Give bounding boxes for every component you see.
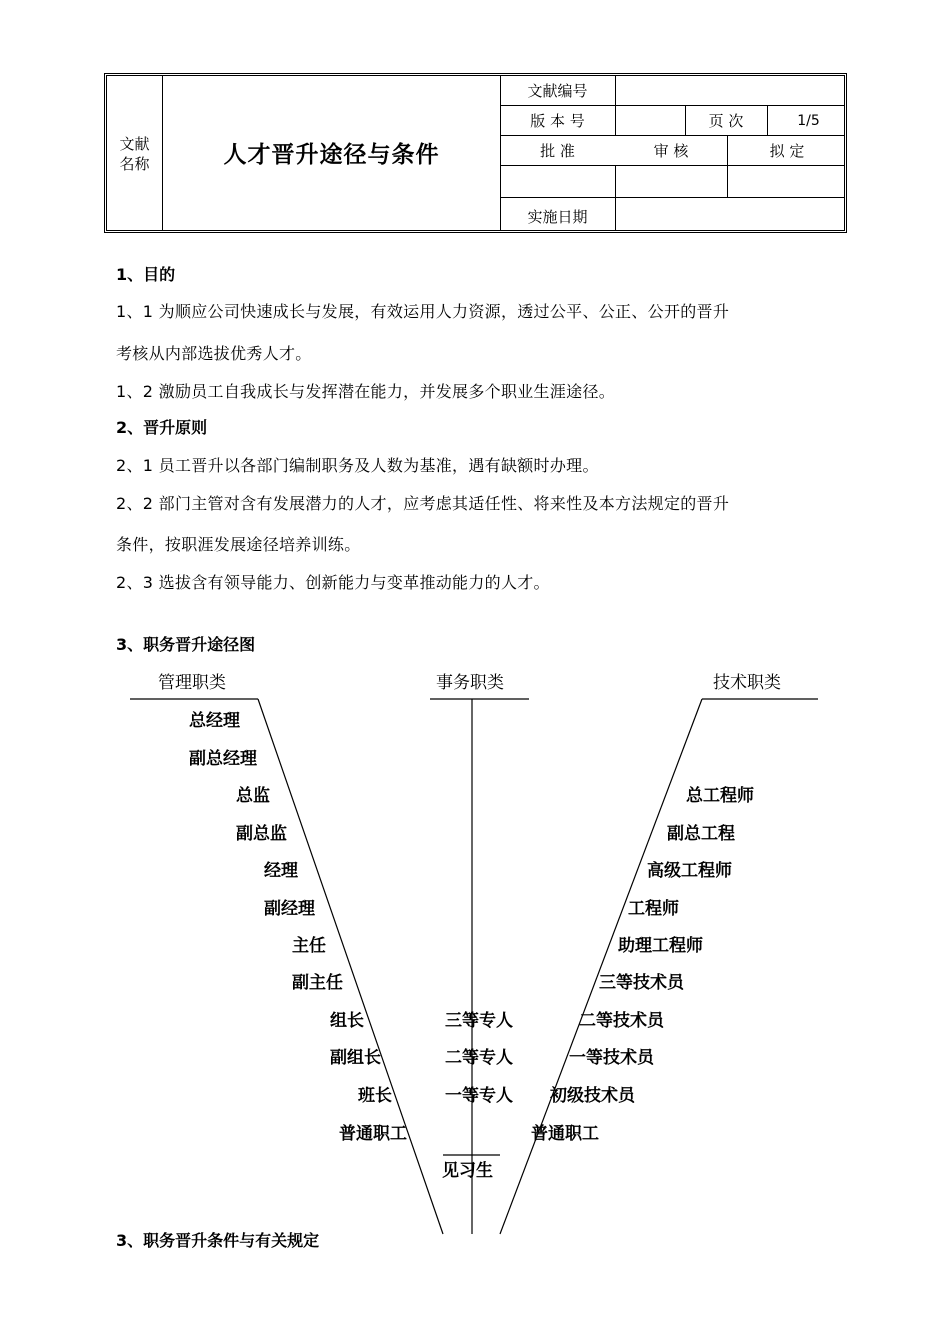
technical-category-label: 技术职类 <box>713 673 781 693</box>
trainee-level: 见习生 <box>442 1161 493 1181</box>
paragraph: 1、2 激励员工自我成长与发挥潜在能力，并发展多个职业生涯途径。 <box>116 382 616 401</box>
paragraph: 2、1 员工晋升以各部门编制职务及人数为基准，遇有缺额时办理。 <box>116 456 599 475</box>
technical-path-line <box>500 699 702 1234</box>
technical-level: 初级技术员 <box>550 1086 635 1106</box>
management-level: 副总经理 <box>189 749 257 769</box>
management-level: 主任 <box>292 936 326 956</box>
technical-level: 普通职工 <box>531 1124 599 1144</box>
affairs-level: 二等专人 <box>445 1048 513 1068</box>
page-label: 页 次 <box>708 112 744 130</box>
management-level: 副主任 <box>292 973 343 993</box>
section-4-title: 3、职务晋升条件与有关规定 <box>116 1231 320 1250</box>
technical-level: 高级工程师 <box>647 861 732 881</box>
section-3-title: 3、职务晋升途径图 <box>116 635 256 654</box>
effective-date-label: 实施日期 <box>527 208 588 226</box>
management-path-line <box>258 699 443 1234</box>
management-level: 总经理 <box>189 711 240 731</box>
technical-level: 三等技术员 <box>599 973 684 993</box>
section-1-title: 1、目的 <box>116 265 176 284</box>
technical-level: 工程师 <box>628 899 679 919</box>
paragraph: 1、1 为顺应公司快速成长与发展，有效运用人力资源，透过公平、公正、公开的晋升 <box>116 302 730 321</box>
paragraph: 2、3 选拔含有领导能力、创新能力与变革推动能力的人才。 <box>116 573 550 592</box>
technical-level: 二等技术员 <box>579 1011 664 1031</box>
page-value: 1/5 <box>797 113 820 129</box>
management-level: 副总监 <box>236 824 287 844</box>
affairs-category-label: 事务职类 <box>436 673 504 693</box>
management-level: 班长 <box>358 1086 392 1106</box>
section-2-title: 2、晋升原则 <box>116 418 208 437</box>
management-level: 经理 <box>264 861 298 881</box>
paragraph: 考核从内部选拔优秀人才。 <box>116 344 312 363</box>
management-level: 副经理 <box>264 899 315 919</box>
approve-label: 批 准 <box>540 142 575 160</box>
doc-number-label: 文献编号 <box>527 82 588 100</box>
affairs-level: 一等专人 <box>445 1086 513 1106</box>
technical-level: 副总工程 <box>667 824 735 844</box>
technical-level: 一等技术员 <box>569 1048 654 1068</box>
management-category-label: 管理职类 <box>158 673 226 693</box>
affairs-level: 三等专人 <box>445 1011 513 1031</box>
management-level: 组长 <box>330 1011 364 1031</box>
doc-name-label-line2: 名称 <box>119 155 150 173</box>
document-title: 人才晋升途径与条件 <box>223 142 440 168</box>
paragraph: 条件，按职涯发展途径培养训练。 <box>116 535 361 554</box>
version-label: 版 本 号 <box>530 112 585 130</box>
management-level: 普通职工 <box>339 1124 407 1144</box>
management-level: 总监 <box>236 786 270 806</box>
paragraph: 2、2 部门主管对含有发展潜力的人才，应考虑其适任性、将来性及本方法规定的晋升 <box>116 494 730 513</box>
review-label: 审 核 <box>653 142 689 160</box>
technical-level: 助理工程师 <box>618 936 703 956</box>
management-level: 副组长 <box>330 1048 381 1068</box>
doc-name-label-line1: 文献 <box>119 135 150 153</box>
technical-level: 总工程师 <box>686 786 754 806</box>
draft-label: 拟 定 <box>769 142 805 160</box>
